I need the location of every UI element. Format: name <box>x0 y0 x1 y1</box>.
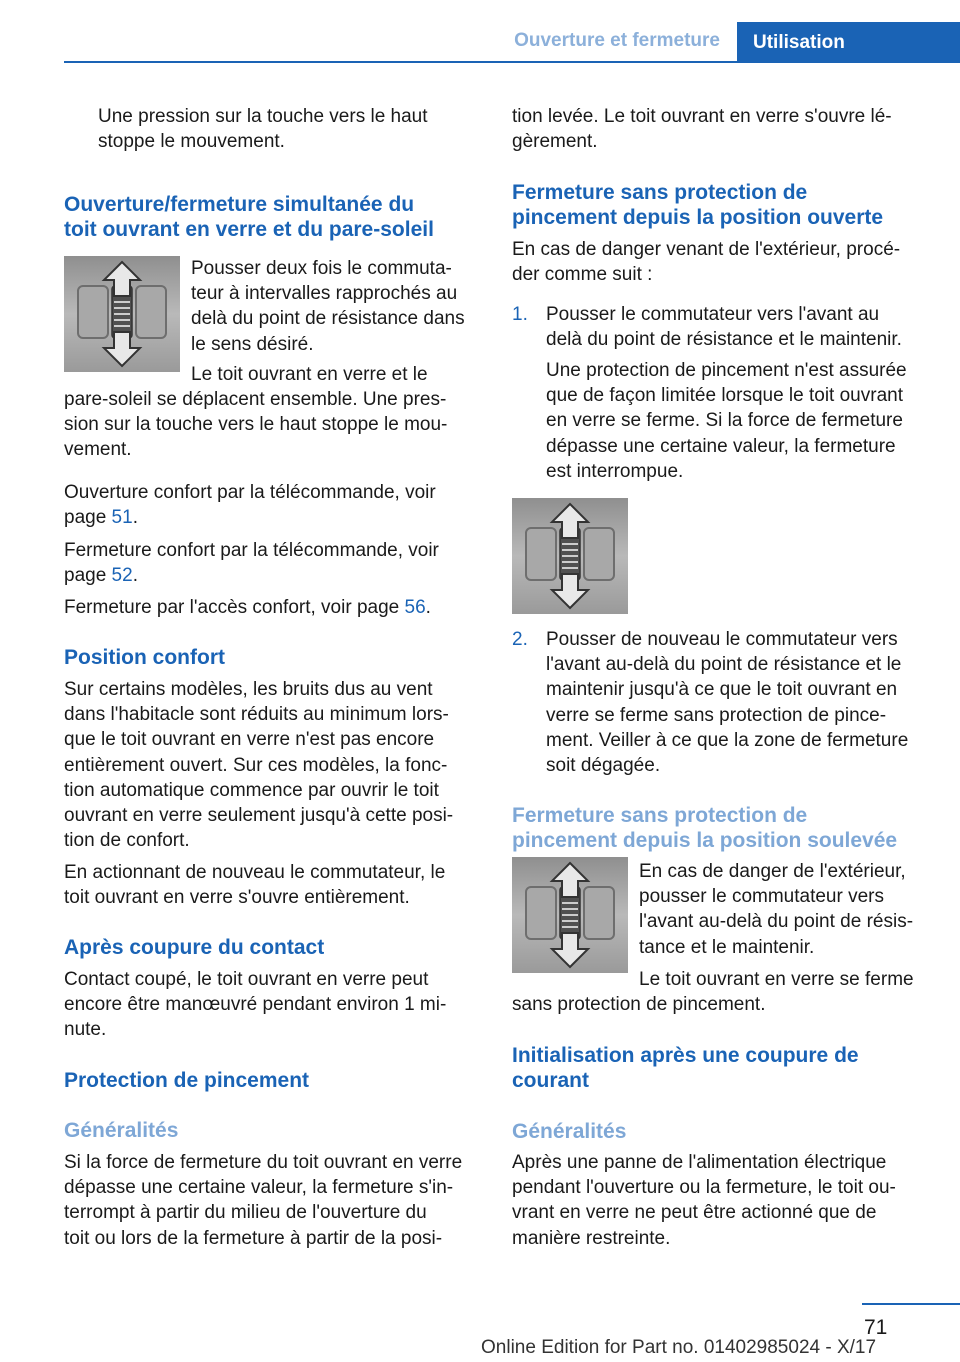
step-2-text: Pousser de nouveau le commutateur vers l'avant au-delà du point de résistance et le maintenir jusqu'à ce que le toit ouvrant en verre se ferme sans protection de pince- ment. Veiller à ce que la zone de fermeture soit dégagée. <box>546 629 909 777</box>
subheading-general-left: Généralités <box>64 1119 179 1142</box>
intro-paragraph: Une pression sur la touche vers le haut stoppe le mouvement. <box>98 106 428 153</box>
footer-edition: Online Edition for Part no. 01402985024 - X/17 <box>481 1337 877 1358</box>
heading-close-raised-position: Fermeture sans protection de pincement depuis la position soulevée <box>512 804 898 852</box>
footer-rule <box>862 1303 960 1305</box>
step-2-number: 2. <box>512 629 528 650</box>
general-paragraph-left: Si la force de fermeture du toit ouvrant en verre dépasse une certaine valeur, la fermeture s'in- terrompt à partir du milieu de l'ouverture du toit ou lors de la fermeture à partir de la posi- <box>64 1152 463 1249</box>
page-number: 71 <box>864 1316 888 1339</box>
after-ignition-paragraph: Contact coupé, le toit ouvrant en verre peut encore être manœuvré pendant environ 1 mi- nute. <box>64 969 447 1041</box>
heading-simultaneous: Ouverture/fermeture simultanée du toit ouvrant en verre et du pare-soleil <box>64 193 434 241</box>
position-paragraph-2: En actionnant de nouveau le commutateur, le toit ouvrant en verre s'ouvre entièrement. <box>64 862 446 909</box>
raised-position-paragraph-2a: Le toit ouvrant en verre se ferme <box>639 969 914 990</box>
simultaneous-paragraph-2a: Le toit ouvrant en verre et le <box>191 364 428 385</box>
heading-position-confort: Position confort <box>64 646 225 669</box>
comfort-open-paragraph: Ouverture confort par la télécommande, voir page 51. <box>64 482 436 529</box>
raised-position-paragraph: En cas de danger de l'extérieur, pousser le commutateur vers l'avant au-delà du point de résis- tance et le maintenir. <box>639 861 914 958</box>
heading-close-open-position: Fermeture sans protection de pincement depuis la position ouverte <box>512 181 884 229</box>
switch-illustration <box>64 256 180 372</box>
step-1-note: Une protection de pincement n'est assurée que de façon limitée lorsque le toit ouvrant en verre se ferme. Si la force de fermeture dépasse une certaine valeur, la fermeture est interrompue. <box>546 360 907 482</box>
continuation-paragraph: tion levée. Le toit ouvrant en verre s'ouvre lé- gèrement. <box>512 106 892 153</box>
initialisation-paragraph: Après une panne de l'alimentation électrique pendant l'ouverture ou la fermeture, le toit ou- vrant en verre ne peut être actionné que de manière restreinte. <box>512 1152 896 1249</box>
comfort-access-paragraph: Fermeture par l'accès confort, voir page 56. <box>64 597 431 618</box>
switch-illustration <box>512 857 628 973</box>
header-tab-utilisation: Utilisation <box>737 22 960 62</box>
raised-position-paragraph-2b: sans protection de pincement. <box>512 994 766 1015</box>
switch-illustration <box>512 498 628 614</box>
position-paragraph-1: Sur certains modèles, les bruits dus au vent dans l'habitacle sont réduits au minimum lors- que le toit ouvrant en verre n'est pas encore entièrement ouvert. Sur ces modèles, la fonc- tion automatique commence par ouvrir le toit ouvrant en verre seulement jusqu'à cette posi- tion de confort. <box>64 679 454 852</box>
heading-pinch-protection: Protection de pincement <box>64 1069 310 1092</box>
heading-after-ignition: Après coupure du contact <box>64 936 325 959</box>
header-rule <box>64 61 960 63</box>
simultaneous-paragraph-2b: pare-soleil se déplacent ensemble. Une pres- sion sur la touche vers le haut stoppe le mou- vement. <box>64 389 448 461</box>
page-link-52[interactable]: 52 <box>111 565 133 587</box>
subheading-general-right: Généralités <box>512 1120 627 1143</box>
danger-paragraph: En cas de danger venant de l'extérieur, procé- der comme suit : <box>512 239 901 286</box>
step-1-number: 1. <box>512 304 528 325</box>
page-link-56[interactable]: 56 <box>404 597 426 618</box>
header-section-title: Ouverture et fermeture <box>514 30 720 51</box>
page-link-51[interactable]: 51 <box>111 507 133 529</box>
comfort-close-paragraph: Fermeture confort par la télécommande, voir page 52. <box>64 540 439 587</box>
step-1-text: Pousser le commutateur vers l'avant au delà du point de résistance et le maintenir. <box>546 304 902 351</box>
heading-initialisation: Initialisation après une coupure de courant <box>512 1044 859 1092</box>
simultaneous-paragraph: Pousser deux fois le commuta- teur à intervalles rapprochés au delà du point de résistance dans le sens désiré. <box>191 258 465 355</box>
